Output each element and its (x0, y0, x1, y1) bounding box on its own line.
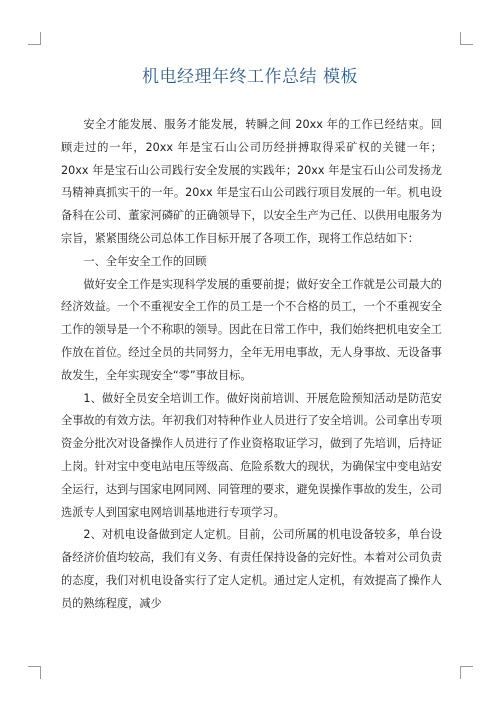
crop-mark-top-right (460, 32, 473, 45)
section-heading: 一、全年安全工作的回顾 (83, 254, 207, 268)
document-title: 机电经理年终工作总结 模板 (142, 67, 358, 87)
paragraph-intro: 安全才能发展、服务才能发展，转瞬之间 20xx 年的工作已经结束。回顾走过的一年，20xx 年是宝石山公司历经拼搏取得采矿权的关键一年；20xx 年是宝石山公司践行安全发展的实践年；20xx 年是宝石山公司发扬龙马精神真抓实干的一年。20xx 年是宝石山公司践行项目发展的一年。机电设备科在公司、董家河磷矿的正确领导下，以安全生产为己任、以供用电服务为宗旨，紧紧围绕公司总体工作目标开展了各项工作，现将工作总结如下： (61, 118, 442, 245)
paragraph-training: 1、做好全员安全培训工作。做好岗前培训、开展危险预知活动是防范安全事故的有效方法。年初我们对特种作业人员进行了安全培训。公司拿出专项资金分批次对设备操作人员进行了作业资格取证学习，做到了先培训，后持证上岗。针对宝中变电站电压等级高、危险系数大的现状，为确保宝中变电站安全运行，达到与国家电网同网、同管理的要求，避免误操作事故的发生，公司选派专人到国家电网培训基地进行专项学习。 (61, 391, 442, 519)
document-body (61, 114, 442, 616)
paragraph-equipment: 2、对机电设备做到定人定机。目前，公司所属的机电设备较多，单台设备经济价值均较高，我们有义务、有责任保持设备的完好性。本着对公司负责的态度，我们对机电设备实行了定人定机。通过定人定机，有效提高了操作人员的熟练程度，减少 (61, 528, 442, 610)
paragraph-safety: 做好安全工作是实现科学发展的重要前提；做好安全工作就是公司最大的经济效益。一个不重视安全工作的员工是一个不合格的员工，一个不重视安全工作的领导是一个不称职的领导。因此在日常工作中，我们始终把机电安全工作放在首位。经过全员的共同努力，全年无用电事故，无人身事故、无设备事故发生，全年实现安全“零”事故目标。 (61, 277, 442, 382)
crop-mark-bottom-right (460, 666, 473, 679)
crop-mark-top-left (28, 32, 41, 45)
crop-mark-bottom-left (28, 666, 41, 679)
